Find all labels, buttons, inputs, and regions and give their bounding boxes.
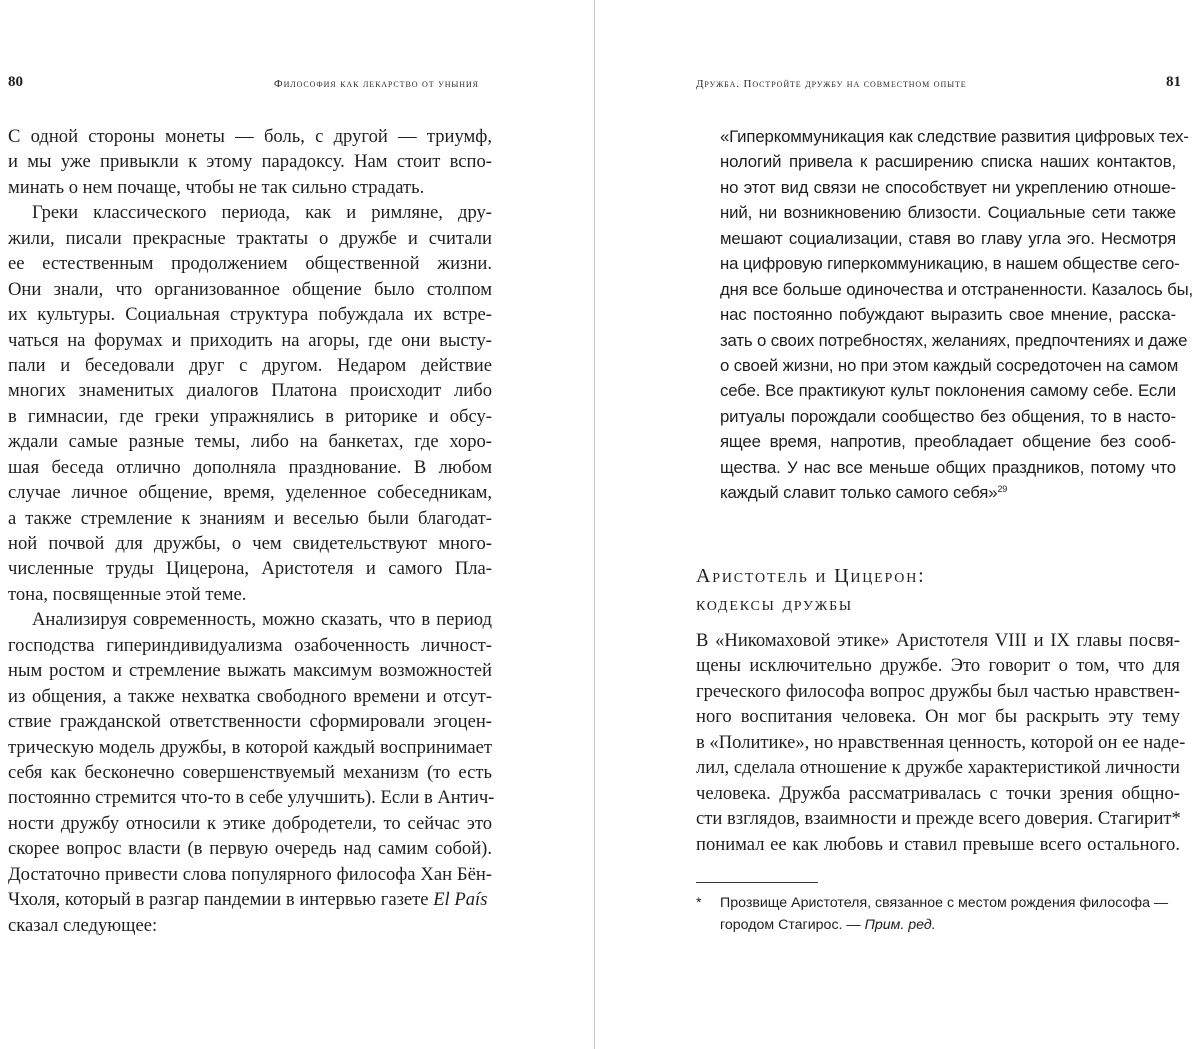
- text-line: [8, 887, 492, 912]
- text-line: [8, 328, 492, 353]
- newspaper-name: El País: [433, 889, 488, 911]
- text-line-content: минать о нем почаще, чтобы не так сильно страдать.: [8, 176, 425, 198]
- text-line-content: чаться на форумах и приходить на агоры, где они высту-: [8, 329, 492, 351]
- text-line-content: ждали самые разные темы, либо на банкетах, где хоро-: [8, 431, 492, 453]
- text-line: [696, 653, 1180, 678]
- running-head-left: Философия как лекарство от уныния: [274, 78, 479, 90]
- text-line-content: щества. У нас все меньше общих праздников, потому что: [720, 457, 1176, 477]
- right-body-text: [696, 628, 1186, 857]
- text-line-content: многих знаменитых диалогов Платона происходит либо: [8, 380, 492, 402]
- footnote-reference: 29: [997, 484, 1008, 495]
- text-line: [720, 277, 1194, 302]
- text-line-content: Достаточно привести слова популярного философа Хан Бён-: [8, 863, 492, 885]
- text-line-content: ным ростом и стремление выжать максимум возможностей: [8, 660, 492, 682]
- text-line: [720, 429, 1176, 454]
- text-line-content: жили, писали прекрасные трактаты о дружбе и считали: [8, 227, 492, 249]
- text-line-content: понимал ее как любовь и ставил превыше всего остального.: [696, 833, 1180, 855]
- text-line: [720, 455, 1176, 480]
- text-line: [8, 531, 492, 556]
- text-line: [8, 556, 492, 581]
- text-line: [696, 679, 1180, 704]
- text-line-content: на цифровую гиперкоммуникацию, в нашем обществе сего-: [720, 254, 1180, 274]
- text-line: [720, 149, 1176, 174]
- text-line-content: нологий привела к расширению списка наших контактов,: [720, 152, 1176, 172]
- text-line: [8, 124, 492, 149]
- text-line: [8, 302, 492, 327]
- text-line-content: ний, ни возникновению близости. Социальные сети также: [720, 203, 1176, 223]
- text-line-content: лил, сделала отношение к дружбе характеристикой личности: [696, 757, 1180, 779]
- section-heading: [696, 562, 925, 618]
- text-line: [720, 226, 1176, 251]
- text-line: [720, 404, 1176, 429]
- text-line: [8, 378, 492, 403]
- text-line: [8, 455, 492, 480]
- running-head-right: Дружба. Постройте дружбу на совместном опыте: [696, 78, 967, 90]
- text-line: [696, 704, 1180, 729]
- text-line-content: Анализируя современность, можно сказать, что в период: [32, 609, 492, 631]
- text-line: [720, 353, 1179, 378]
- text-line-content: шая беседа отлично дополняла празднование. В любом: [8, 456, 492, 478]
- footnote-line-1: Прозвище Аристотеля, связанное с местом рождения философа —: [720, 895, 1169, 911]
- text-line: [696, 832, 1180, 857]
- page-number-left: 80: [8, 74, 23, 90]
- section-heading-line-2: кодексы дружбы: [696, 593, 853, 615]
- text-line-content: щены исключительно дружбе. Это говорит о том, что для: [696, 655, 1180, 677]
- text-line-content: ствие гражданской ответственности сформировали эгоцен-: [8, 711, 492, 733]
- right-page: [596, 0, 1202, 1049]
- text-line-content: нас постоянно побуждают выразить свое мнение, расска-: [720, 305, 1176, 325]
- text-line: [8, 658, 492, 683]
- text-line-content: ее естественным продолжением общественной жизни.: [8, 253, 492, 275]
- text-line-content: мешают социализации, ставя во главу угла эго. Несмотря: [720, 228, 1176, 248]
- text-line-content: себе. Все практикуют культ поклонения самому себе. Если: [720, 381, 1176, 401]
- text-line: [8, 429, 492, 454]
- text-line-content: в «Политике», но нравственная ценность, которой он ее наде-: [696, 731, 1186, 753]
- text-line: [720, 200, 1176, 225]
- text-line-content: пали и беседовали друг с другом. Недаром действие: [8, 354, 492, 376]
- text-line: [8, 607, 492, 632]
- text-line-content: С одной стороны монеты — боль, с другой — триумф,: [8, 126, 492, 147]
- text-line-content: и мы уже привыкли к этому парадоксу. Нам стоит вспо-: [8, 151, 492, 173]
- footnote-editor-note: Прим. ред.: [864, 917, 936, 933]
- text-line-content: тона, посвященные этой теме.: [8, 583, 247, 605]
- footnote-line-2-text: городом Стагирос. —: [720, 917, 865, 933]
- text-line: [8, 226, 492, 251]
- text-line-content: скорее вопрос власти (в первую очередь над самим собой).: [8, 838, 492, 860]
- text-line: [8, 506, 492, 531]
- text-line: [8, 633, 492, 658]
- text-line: [720, 378, 1176, 403]
- text-line: [8, 836, 492, 861]
- page-number-right: 81: [1166, 74, 1181, 90]
- text-line-content: сти взглядов, взаимности и прежде всего доверия. Стагирит*: [696, 808, 1181, 830]
- text-line-content: численные труды Цицерона, Аристотеля и самого Пла-: [8, 558, 492, 580]
- text-line-content: их культуры. Социальная структура побуждала их встре-: [8, 304, 492, 326]
- text-line-content: ящее время, напротив, преобладает общение без сооб-: [720, 432, 1176, 452]
- text-line: [8, 913, 492, 938]
- text-line: [8, 175, 492, 200]
- text-line: [8, 760, 492, 785]
- text-line-content: господства гипериндивидуализма озабоченность личност-: [8, 634, 492, 656]
- text-line: [720, 251, 1180, 276]
- text-line: [8, 480, 492, 505]
- text-line: [8, 149, 492, 174]
- text-line-content: а также стремление к знаниям и веселью были благодат-: [8, 507, 492, 529]
- text-line-content: ности дружбу относили к этике добродетели, то сейчас это: [8, 812, 492, 834]
- text-line: [696, 806, 1180, 831]
- text-line-content: дня все больше одиночества и отстраненности. Казалось бы,: [720, 279, 1194, 299]
- text-line-content: трическую модель дружбы, в которой каждый воспринимает: [8, 736, 492, 758]
- footnote-line-2: [720, 914, 1180, 936]
- left-page: [0, 0, 596, 1049]
- text-line: [8, 353, 492, 378]
- text-line-content: зать о своих потребностях, желаниях, предпочтениях и даже: [720, 330, 1188, 350]
- text-line-content: греческого философа вопрос дружбы был частью нравствен-: [696, 680, 1180, 702]
- text-line-content: из общения, а также нехватка свободного времени и отсут-: [8, 685, 492, 707]
- text-line-content: Они знали, что организованное общение было столпом: [8, 278, 492, 300]
- text-line-content: себя как бесконечно совершенствуемый механизм (то есть: [8, 761, 492, 783]
- text-line: [8, 582, 492, 607]
- text-line-content: Греки классического периода, как и римляне, дру-: [32, 202, 492, 224]
- text-line-content: постоянно стремится что-то в себе улучшить). Если в Антич-: [8, 787, 495, 809]
- text-line: [8, 277, 492, 302]
- text-line: [8, 684, 492, 709]
- text-line-content: Чхоля, который в разгар пандемии в интервью газете: [8, 889, 434, 911]
- text-line: [720, 480, 1176, 505]
- left-body-text: [8, 124, 495, 938]
- text-line-content: «Гиперкоммуникация как следствие развития цифровых тех-: [720, 127, 1189, 146]
- text-line: [696, 628, 1180, 653]
- text-line: [8, 251, 492, 276]
- text-line: [8, 404, 492, 429]
- text-line-content: человека. Дружба рассматривалась с точки зрения общно-: [696, 782, 1180, 804]
- text-line-content: ритуалы порождали сообщество без общения, то в насто-: [720, 406, 1176, 426]
- text-line-content: в гимнасии, где греки упражнялись в риторике и обсу-: [8, 405, 492, 427]
- text-line: [720, 175, 1176, 200]
- text-line: [8, 811, 492, 836]
- text-line: [720, 328, 1188, 353]
- text-line-content: ного воспитания человека. Он мог бы раскрыть эту тему: [696, 706, 1180, 728]
- text-line: [720, 302, 1176, 327]
- text-line-content: сказал следующее:: [8, 914, 158, 936]
- text-line-content: случае личное общение, время, уделенное собеседникам,: [8, 482, 492, 504]
- text-line-content: В «Никомаховой этике» Аристотеля VIII и IX главы посвя-: [696, 630, 1180, 651]
- footnote-rule: [696, 882, 818, 883]
- text-line: [696, 730, 1186, 755]
- footnote-mark: *: [696, 895, 702, 911]
- section-heading-line-1: Аристотель и Цицерон:: [696, 565, 926, 587]
- page-gutter: [594, 0, 595, 1049]
- text-line-content: ной почвой для дружбы, о чем свидетельствуют много-: [8, 533, 492, 554]
- text-line: [696, 755, 1180, 780]
- text-line: [8, 200, 492, 225]
- text-line: [8, 709, 492, 734]
- text-line: [8, 862, 492, 887]
- text-line-content: но этот вид связи не способствует ни укреплению отноше-: [720, 177, 1176, 197]
- text-line: [696, 781, 1180, 806]
- text-line: [720, 124, 1189, 149]
- text-line: [8, 735, 492, 760]
- text-line: [8, 785, 495, 810]
- text-line-content: каждый славит только самого себя»: [720, 483, 998, 503]
- text-line-content: о своей жизни, но при этом каждый сосредоточен на самом: [720, 355, 1179, 375]
- block-quote: [720, 124, 1194, 506]
